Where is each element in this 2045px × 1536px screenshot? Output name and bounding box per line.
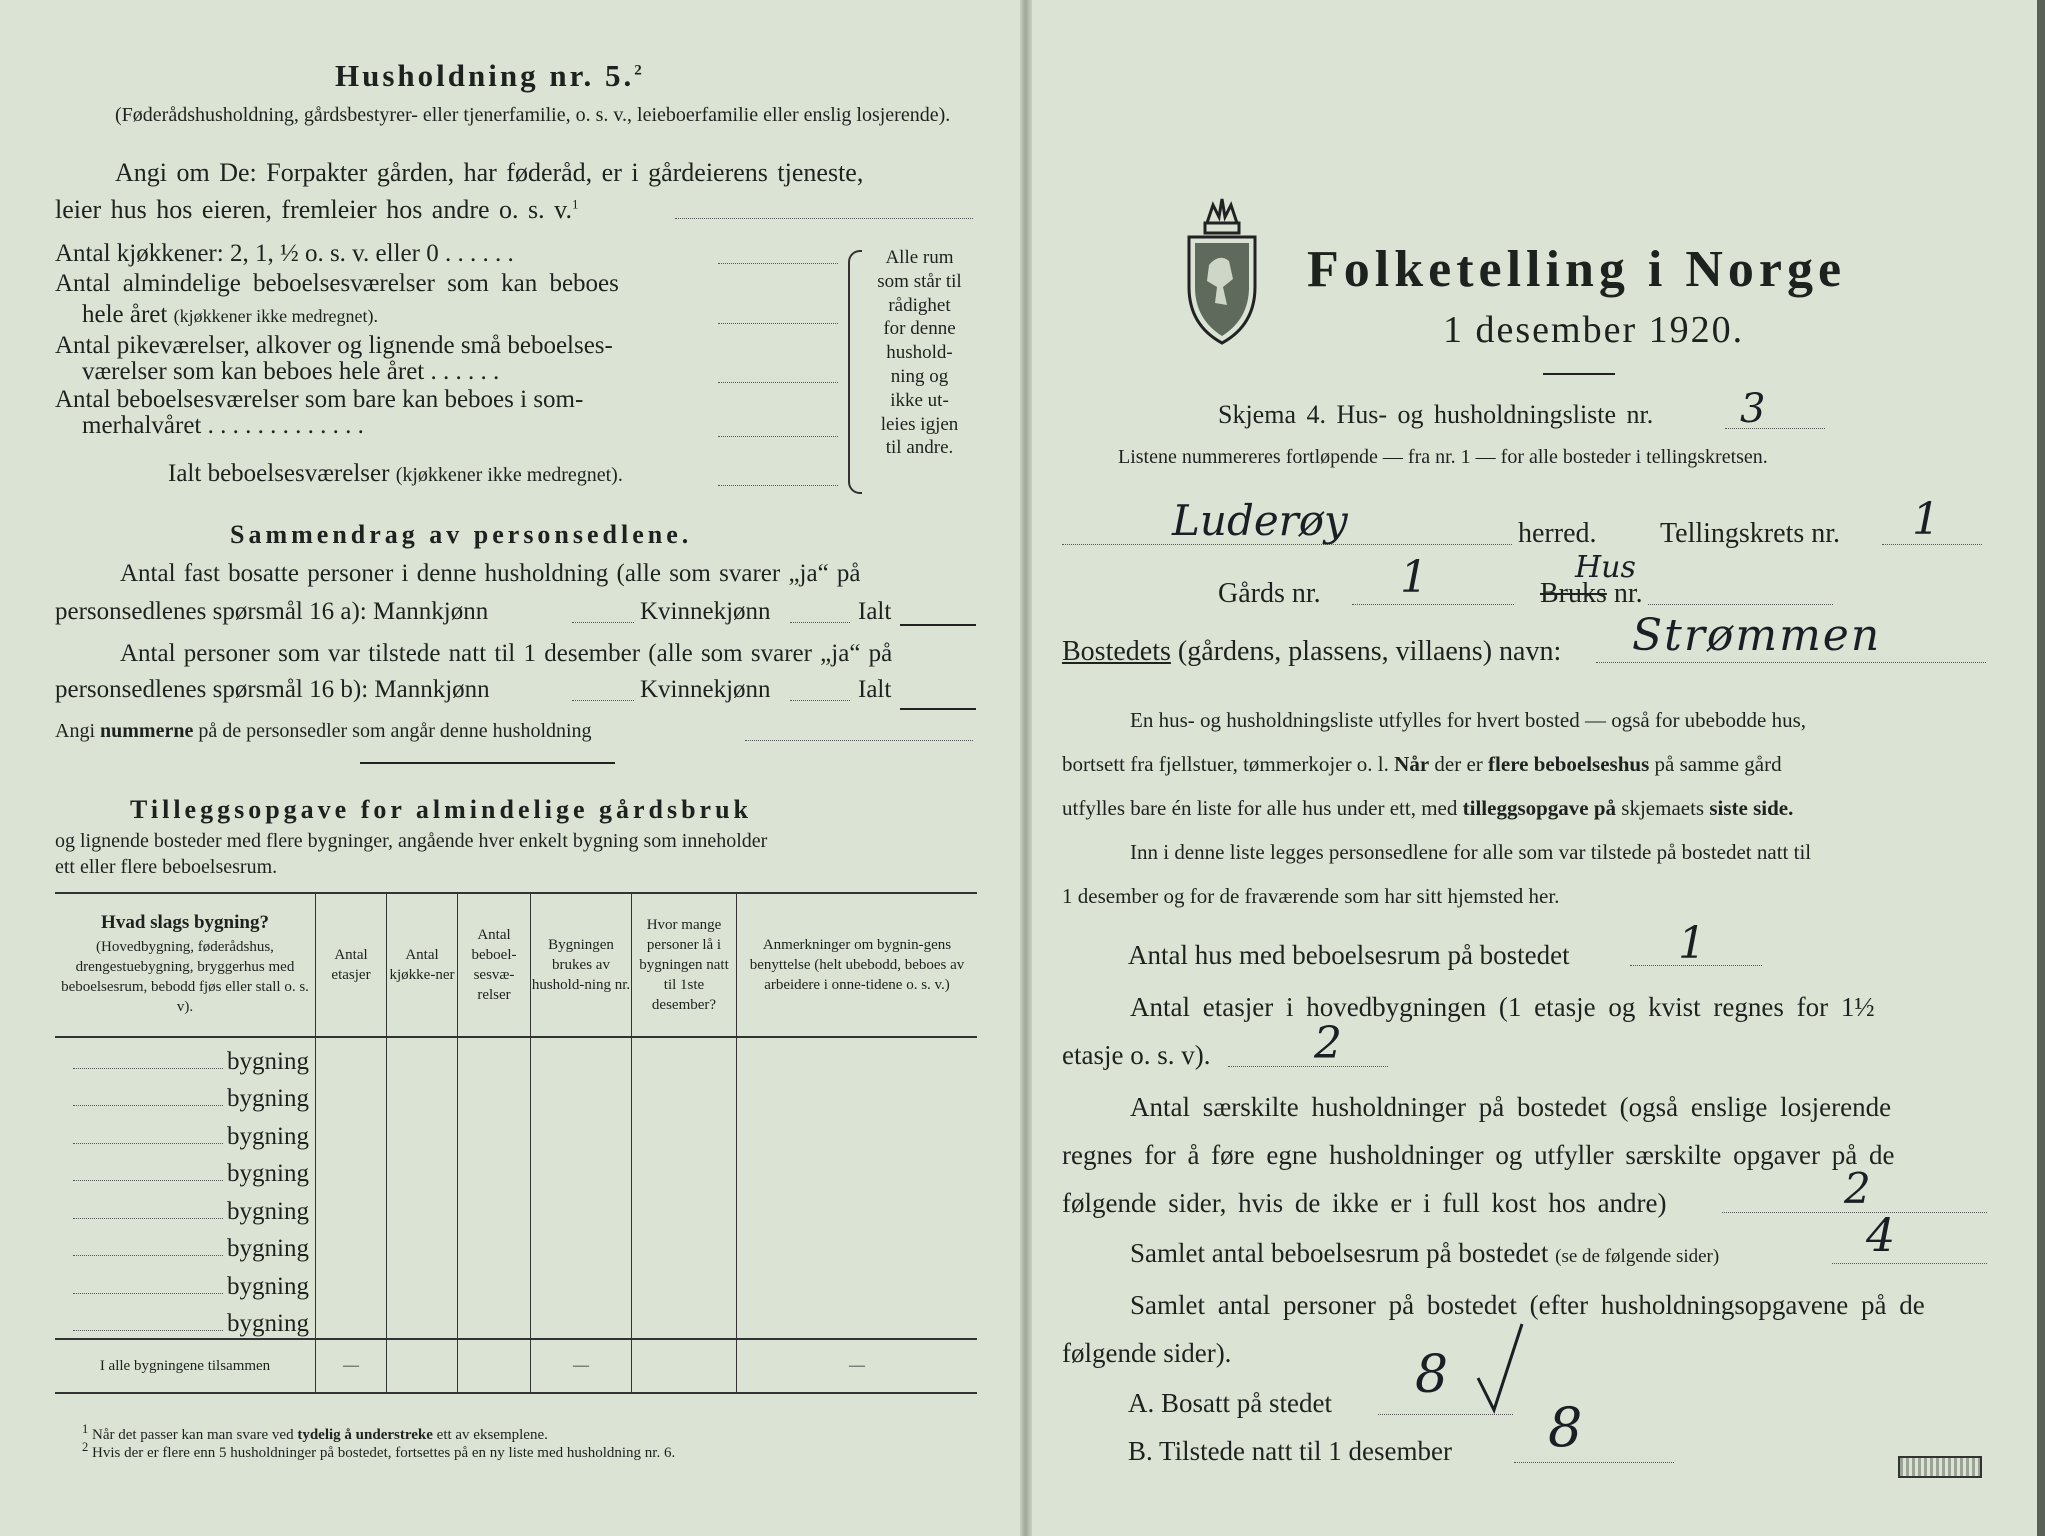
building-cell[interactable]: bygning [55, 1037, 316, 1076]
summer-rooms-line[interactable] [718, 436, 838, 437]
census-title: Folketelling i Norge [1307, 241, 1847, 298]
q-rum-line[interactable] [1832, 1263, 1987, 1264]
bosted-value[interactable]: Strømmen [1632, 610, 1882, 661]
household-note: (Føderådshusholdning, gårdsbestyrer- eller tjenerfamilie, o. s. v., leieboerfamilie eller enslig losjerende). [115, 104, 951, 126]
q-pers-1: Samlet antal personer på bostedet (efter husholdningsopgavene på de [1130, 1290, 1925, 1320]
nummerne-line[interactable] [745, 740, 973, 741]
q-a-value[interactable]: 8 [1415, 1345, 1449, 1405]
q-etasjer-value[interactable]: 2 [1314, 1018, 1342, 1069]
building-cell[interactable]: bygning [55, 1113, 316, 1151]
q-hus-label: Antal hus med beboelsesrum på bostedet [1128, 940, 1570, 970]
ordinary-rooms-line2: hele året (kjøkkener ikke medregnet). [82, 301, 379, 328]
tellingskrets-value[interactable]: 1 [1912, 494, 1940, 545]
q-rum-value[interactable]: 4 [1866, 1208, 1896, 1262]
gards-value[interactable]: 1 [1400, 552, 1428, 603]
col-kitchens: Antal kjøkke-ner [387, 893, 458, 1037]
table-row[interactable] [55, 1151, 977, 1189]
angi-om-de-line1: Angi om De: Forpakter gården, har føderåd, er i gårdeierens tjeneste, [115, 158, 864, 187]
ordinary-rooms-line1: Antal almindelige beboelsesværelser som kan beboes [55, 270, 619, 297]
col-persons: Hvor mange personer lå i bygningen natt til 1ste desember? [632, 893, 737, 1037]
total-floors: — [316, 1339, 387, 1393]
q-hus-value[interactable]: 1 [1678, 918, 1706, 969]
present-total-line[interactable] [900, 708, 976, 710]
total-rooms-line[interactable] [718, 485, 838, 486]
herred-label: herred. [1518, 518, 1597, 549]
q-a-label: A. Bosatt på stedet [1128, 1388, 1332, 1418]
checkmark-icon [1470, 1320, 1530, 1415]
info-1: En hus- og husholdningsliste utfylles for hvert bosted — også for ubebodde hus, [1130, 708, 1806, 732]
supplement-title: Tilleggsopgave for almindelige gårdsbruk [130, 795, 753, 824]
present-female-label: Kvinnekjønn [640, 676, 771, 703]
page-fold [1020, 0, 1032, 1536]
q-b-line[interactable] [1514, 1462, 1674, 1463]
q-pers-2: følgende sider). [1062, 1338, 1232, 1368]
q-etasjer-1: Antal etasjer i hovedbygningen (1 etasje og kvist regnes for 1½ [1130, 992, 1875, 1022]
resident-total-label: Ialt [858, 598, 892, 625]
maid-rooms-line1: Antal pikeværelser, alkover og lignende små beboelses- [55, 332, 613, 359]
resident-female-line[interactable] [790, 622, 850, 623]
bosted-label: Bostedets (gårdens, plassens, villaens) navn: [1062, 636, 1562, 667]
supplement-sub-1: og lignende bosteder med flere bygninger, angående hver enkelt bygning som inneholder [55, 830, 768, 852]
q-b-value[interactable]: 8 [1548, 1396, 1583, 1459]
herred-value[interactable]: Luderøy [1172, 496, 1348, 545]
resident-female-label: Kvinnekjønn [640, 598, 771, 625]
total-remarks: — [737, 1339, 978, 1393]
kitchens-line[interactable] [718, 263, 838, 264]
angi-om-de-line2: leier hus hos eieren, fremleier hos andre o. s. v.$^1$ [55, 195, 579, 224]
table-row[interactable] [55, 1188, 977, 1226]
table-row[interactable] [55, 1076, 977, 1114]
table-row[interactable] [55, 1037, 977, 1076]
q-hush-1: Antal særskilte husholdninger på bostedet (også enslige losjerende [1130, 1092, 1892, 1122]
kitchens-row: Antal kjøkkener: 2, 1, ½ o. s. v. eller 0 . . . . . . [55, 240, 514, 267]
bruks-label: Bruks nr. [1540, 578, 1643, 609]
q-b-label: B. Tilstede natt til 1 desember [1128, 1436, 1452, 1466]
summer-rooms-line2: merhalvåret . . . . . . . . . . . . . [82, 412, 364, 439]
household-title: Husholdning nr. 5.$^2$ [335, 58, 645, 93]
census-date: 1 desember 1920. [1443, 309, 1745, 351]
table-row[interactable] [55, 1301, 977, 1340]
col-rooms: Antal beboel-sesvæ-relser [458, 893, 531, 1037]
col-remarks: Anmerkninger om bygnin-gens benyttelse (helt ubebodd, beboes av arbeidere i onne-tidene o. s. v.) [737, 893, 978, 1037]
col-floors: Antal etasjer [316, 893, 387, 1037]
total-rooms-row: Ialt beboelsesværelser (kjøkkener ikke medregnet). [168, 460, 623, 487]
summary-1a: Antal fast bosatte personer i denne husholdning (alle som svarer „ja“ på [120, 560, 861, 587]
bruks-value[interactable]: Hus [1575, 550, 1636, 585]
building-cell[interactable]: bygning [55, 1076, 316, 1114]
table-row[interactable] [55, 1263, 977, 1301]
bruks-line[interactable] [1648, 604, 1833, 605]
gards-label: Gårds nr. [1218, 578, 1321, 609]
col-household-no: Bygningen brukes av hushold-ning nr. [531, 893, 632, 1037]
summary-2b: personsedlenes spørsmål 16 b): Mannkjønn [55, 676, 490, 703]
page-edge [2037, 0, 2045, 1536]
total-row-label: I alle bygningene tilsammen [55, 1339, 316, 1393]
q-hush-3: følgende sider, hvis de ikke er i full kost hos andre) [1062, 1188, 1667, 1218]
summary-2a: Antal personer som var tilstede natt til 1 desember (alle som svarer „ja“ på [120, 640, 893, 667]
present-female-line[interactable] [790, 700, 850, 701]
schema-label: Skjema 4. Hus- og husholdningsliste nr. [1218, 400, 1654, 429]
building-cell[interactable]: bygning [55, 1151, 316, 1189]
table-total-row [55, 1339, 977, 1393]
ordinary-rooms-line[interactable] [718, 323, 838, 324]
footnote-2: $^2$ Hvis der er flere enn 5 husholdninger på bostedet, fortsettes på en ny liste med husholdning nr. 6. [82, 1440, 676, 1461]
buildings-table [55, 892, 977, 1394]
section-divider [360, 762, 615, 764]
q-rum-label: Samlet antal beboelsesrum på bostedet (se de følgende sider) [1130, 1238, 1720, 1268]
tellingskrets-label: Tellingskrets nr. [1660, 518, 1841, 549]
printer-stamp [1898, 1456, 1982, 1478]
resident-male-line[interactable] [572, 622, 634, 623]
info-5: 1 desember og for de fraværende som har sitt hjemsted her. [1062, 884, 1560, 908]
table-row[interactable] [55, 1113, 977, 1151]
summary-title: Sammendrag av personsedlene. [230, 520, 693, 549]
schema-value[interactable]: 3 [1740, 386, 1766, 432]
building-cell[interactable]: bygning [55, 1188, 316, 1226]
q-hush-value[interactable]: 2 [1844, 1164, 1871, 1213]
building-cell[interactable]: bygning [55, 1263, 316, 1301]
col-building-type: Hvad slags bygning? (Hovedbygning, føderådshus, drengestuebygning, bryggerhus med beboelsesrum, bebodd fjøs eller stall o. s. v). [55, 893, 316, 1037]
title-divider [1543, 373, 1615, 375]
maid-rooms-line[interactable] [718, 382, 838, 383]
maid-rooms-line2: værelser som kan beboes hele året . . . . . . [82, 358, 500, 385]
supplement-sub-2: ett eller flere beboelsesrum. [55, 856, 278, 878]
info-4: Inn i denne liste legges personsedlene for alle som var tilstede på bostedet natt til [1130, 840, 1812, 864]
table-row[interactable] [55, 1226, 977, 1264]
summary-1b: personsedlenes spørsmål 16 a): Mannkjønn [55, 598, 489, 625]
info-2: bortsett fra fjellstuer, tømmerkojer o. l. Når der er flere beboelseshus på samme gård [1062, 752, 1782, 776]
q-etasjer-2: etasje o. s. v). [1062, 1040, 1211, 1070]
present-total-label: Ialt [858, 676, 892, 703]
angi-nummerne: Angi nummerne på de personsedler som angår denne husholdning [55, 720, 592, 742]
coat-of-arms-icon [1183, 195, 1261, 347]
total-household: — [531, 1339, 632, 1393]
building-cell[interactable]: bygning [55, 1226, 316, 1264]
bosted-line[interactable] [1596, 662, 1986, 663]
q-hush-2: regnes for å føre egne husholdninger og utfyller særskilte opgaver på de [1062, 1140, 1895, 1170]
q-etasjer-line[interactable] [1228, 1066, 1388, 1067]
building-cell[interactable]: bygning [55, 1301, 316, 1340]
info-3: utfylles bare én liste for alle hus under ett, med tilleggsopgave på skjemaets siste side. [1062, 796, 1794, 820]
summer-rooms-line1: Antal beboelsesværelser som bare kan beboes i som- [55, 386, 584, 413]
present-male-line[interactable] [572, 700, 634, 701]
rooms-brace [848, 250, 862, 494]
gards-line[interactable] [1352, 604, 1514, 605]
resident-total-line[interactable] [900, 624, 976, 626]
rooms-side-note: Alle rum som står til rådighet for denne hushold- ning og ikke ut- leies igjen til andre. [877, 247, 962, 459]
numbering-note: Listene nummereres fortløpende — fra nr. 1 — for alle bosteder i tellingskretsen. [1118, 446, 1768, 468]
angi-answer-line[interactable] [675, 218, 973, 219]
footnote-1: $^1$ Når det passer kan man svare ved tydelig å understreke ett av eksemplene. [82, 1422, 548, 1443]
